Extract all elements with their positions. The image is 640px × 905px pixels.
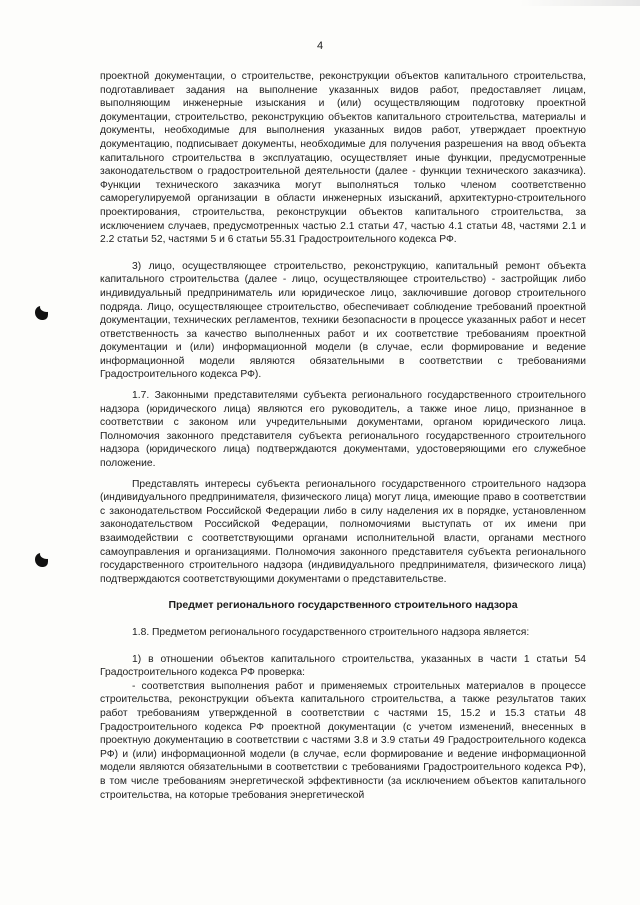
scan-edge (520, 0, 640, 6)
body-paragraph: Представлять интересы субъекта регионального государственного строительного надзора (индивидуального предпринимателя, физического лица) могут лица, имеющие право в соответствии с законодательством Российской Федерации либо в силу наделения их в порядке, установленном законодательством Российской Федерации, полномочиями выступать от их имени при взаимодействии с соответствующими органами исполнительной власти, органами местного самоуправления и организациями. Полномочия законного представителя субъекта регионального государственного строительного надзора (индивидуального предпринимателя, физического лица) подтверждаются соответствующими документами о представительстве. (100, 478, 586, 585)
body-paragraph: 1) в отношении объектов капитального строительства, указанных в части 1 статьи 54 Градостроительного кодекса РФ проверка: (100, 653, 586, 679)
body-paragraph: - соответствия выполнения работ и применяемых строительных материалов в процессе строительства, реконструкции объекта капитального строительства, а также результатов таких работ требованиям утвержденной в соответствии с частями 15, 15.2 и 15.3 статьи 48 Градостроительного кодекса РФ проектной документации (с учетом изменений, внесенных в проектную документацию в соответствии с частями 3.8 и 3.9 статьи 49 Градостроительного кодекса РФ) и (или) информационной модели (в случае, если формирование и ведение информационной модели являются обязательными в соответствии с требованиями Градостроительного кодекса РФ), в том числе требованиям энергетической эффективности (за исключением объектов капитального строительства, на которые требования энергетической (100, 680, 586, 801)
section-heading: Предмет регионального государственного строительного надзора (168, 599, 518, 612)
body-paragraph: 3) лицо, осуществляющее строительство, реконструкцию, капитальный ремонт объекта капитального строительства (далее - лицо, осуществляющее строительство) - застройщик либо индивидуальный предприниматель или юридическое лицо, заключившие договор строительного подряда. Лицо, осуществляющее строительство, обеспечивает соблюдение требований проектной документации, технических регламентов, техники безопасности в процессе указанных работ и несет ответственность за качество выполненных работ и их соответствие требованиям проектной документации и (или) информационной модели (в случае, если формирование и ведение информационной модели являются обязательными в соответствии с требованиями Градостроительного кодекса РФ). (100, 260, 586, 381)
punch-hole-mark (35, 306, 48, 320)
document-body (100, 70, 586, 802)
page-number: 4 (316, 40, 324, 52)
body-paragraph: проектной документации, о строительстве, реконструкции объектов капитального строительства, подготавливает задания на выполнение указанных видов работ, предоставляет лицам, выполняющим инженерные изыскания и (или) осуществляющим подготовку проектной документации, строительство, реконструкцию объектов капитального строительства, материалы и документы, необходимые для выполнения указанных видов работ, утверждает проектную документацию, подписывает документы, необходимые для получения разрешения на ввод объекта капитального строительства в эксплуатацию, осуществляет иные функции, предусмотренные законодательством о градостроительной деятельности (далее - функции технического заказчика). Функции технического заказчика могут выполняться только членом соответственно саморегулируемой организации в области инженерных изысканий, архитектурно-строительного проектирования, строительства, реконструкции объектов капитального строительства, за исключением случаев, предусмотренных частью 2.1 статьи 47, частью 4.1 статьи 48, частями 2.1 и 2.2 статьи 52, частями 5 и 6 статьи 55.31 Градостроительного кодекса РФ. (100, 71, 586, 246)
body-paragraph: 1.8. Предметом регионального государственного строительного надзора является: (132, 626, 530, 638)
punch-hole-mark (35, 553, 48, 567)
body-paragraph: 1.7. Законными представителями субъекта регионального государственного строительного надзора (юридического лица) являются его руководитель, а также иное лицо, признанное в соответствии с законом или учредительными документами, органом юридического лица. Полномочия законного представителя субъекта регионального государственного строительного надзора (юридического лица) подтверждаются документами, удостоверяющими его служебное положение. (100, 390, 586, 470)
